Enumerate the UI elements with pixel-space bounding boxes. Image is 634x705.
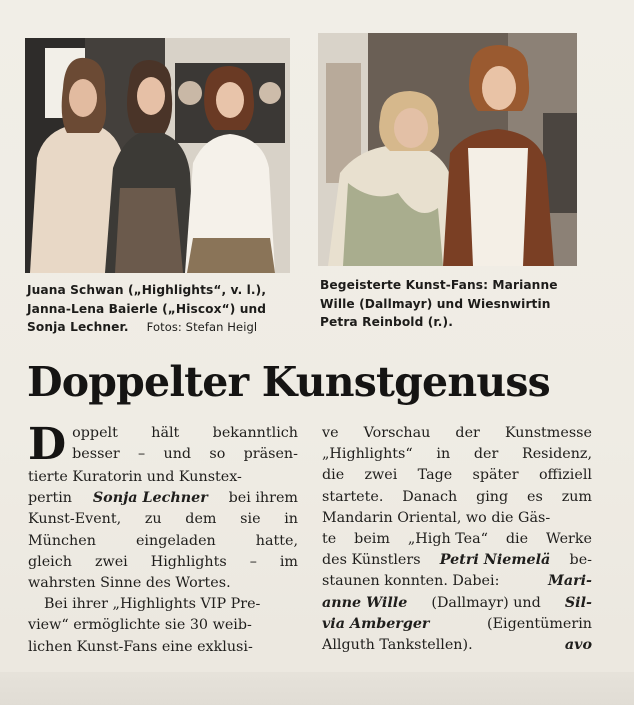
- text: view“ ermöglichte sie 30 weib-: [28, 617, 252, 634]
- photo-caption-right: [320, 276, 595, 332]
- text-line: [28, 637, 298, 658]
- person-name: via Amberger: [322, 615, 430, 632]
- word: dem: [185, 511, 217, 528]
- word: der: [455, 425, 480, 441]
- person-name: anne Wille: [322, 594, 408, 611]
- word: Danach: [402, 488, 458, 505]
- word: Residenz,: [521, 446, 592, 463]
- word: „High Tea“: [407, 531, 488, 548]
- word: besser: [72, 446, 120, 463]
- person-name: Sonja Lechner: [92, 490, 208, 507]
- text: lichen Kunst-Fans eine exklusi-: [28, 638, 253, 655]
- word: in: [436, 446, 451, 463]
- word: gleich: [28, 553, 72, 570]
- word: oppelt: [72, 425, 118, 441]
- word: „Highlights“: [322, 446, 413, 463]
- person-name: Petri Niemelä: [439, 552, 551, 569]
- text-line: [322, 423, 592, 444]
- article-column-right: [322, 423, 592, 656]
- word: München: [28, 532, 96, 549]
- text-line: [28, 552, 298, 573]
- text-line: [322, 571, 592, 592]
- word: und: [163, 446, 192, 463]
- text: staunen konnten. Dabei:: [322, 573, 500, 590]
- three-women-photo-graphic: [25, 38, 290, 273]
- text-line: [28, 594, 298, 615]
- word: hatte,: [255, 532, 298, 549]
- text: be-: [569, 552, 592, 569]
- page-bottom-edge: [0, 672, 634, 705]
- text-line: [322, 550, 592, 571]
- text-line: [322, 508, 592, 529]
- text: pertin: [28, 490, 72, 507]
- photo-caption-left: [27, 281, 297, 337]
- text-line: [28, 573, 298, 594]
- word: sie: [240, 511, 261, 528]
- word: te: [322, 531, 337, 548]
- text-line: [28, 467, 298, 488]
- author-signature: avo: [564, 637, 592, 654]
- caption-line: Juana Schwan („Highlights“, v. l.),: [27, 283, 267, 297]
- word: Tage: [417, 467, 453, 484]
- caption-line: Begeisterte Kunst-Fans: Marianne: [320, 278, 558, 292]
- text-line: [72, 423, 298, 444]
- word: ve: [322, 425, 339, 441]
- word: die: [505, 531, 529, 548]
- word: startete.: [322, 488, 384, 505]
- caption-line: [27, 318, 297, 337]
- word: Kunstmesse: [504, 425, 592, 441]
- word: Highlights: [150, 553, 227, 570]
- text-line: [322, 487, 592, 508]
- caption-line: Wille (Dallmayr) und Wiesnwirtin: [320, 296, 551, 311]
- text: Bei ihrer „Highlights VIP Pre-: [44, 596, 261, 613]
- text: Mandarin Oriental, wo die Gäs-: [322, 509, 551, 526]
- text-line: [28, 615, 298, 636]
- word: bekanntlich: [212, 425, 298, 441]
- word: beim: [354, 531, 390, 548]
- text: wahrsten Sinne des Wortes.: [28, 575, 231, 592]
- text: bei ihrem: [228, 490, 298, 507]
- word: zwei: [364, 467, 398, 484]
- word: es: [527, 488, 543, 505]
- word: –: [249, 553, 257, 570]
- caption-line: Janna-Lena Baierle („Hiscox“) und: [27, 301, 267, 316]
- dropcap-paragraph: [28, 423, 298, 467]
- article-column-left: [28, 423, 298, 658]
- text: (Eigentümerin: [487, 615, 592, 632]
- word: der: [473, 446, 499, 463]
- text: des Künstlers: [322, 552, 421, 569]
- word: Vorschau: [363, 425, 431, 441]
- text-line: [322, 635, 592, 656]
- word: hält: [151, 425, 180, 441]
- text-line: [28, 509, 298, 530]
- text-line: [322, 444, 592, 465]
- word: präsen-: [243, 446, 298, 463]
- two-women-photo-graphic: [318, 33, 577, 266]
- word: –: [138, 446, 146, 463]
- text-line: [322, 529, 592, 550]
- text-line: [72, 444, 298, 465]
- word: Werke: [546, 531, 592, 548]
- caption-line: Petra Reinbold (r.).: [320, 315, 453, 329]
- word: die: [322, 467, 345, 484]
- photo-credit: Fotos: Stefan Heigl: [146, 320, 258, 334]
- text: tierte Kuratorin und Kunstex-: [28, 469, 242, 485]
- text-line: [322, 465, 592, 486]
- word: zwei: [94, 553, 128, 570]
- text: Allguth Tankstellen).: [322, 637, 473, 654]
- text-line: [28, 488, 298, 509]
- person-name: Mari-: [548, 573, 592, 590]
- word: im: [279, 553, 298, 570]
- word: eingeladen: [135, 532, 216, 549]
- text: (Dallmayr) und: [431, 594, 541, 611]
- text-line: [322, 593, 592, 614]
- person-name: Sil-: [564, 594, 592, 611]
- word: zum: [561, 488, 592, 505]
- article-headline: Doppelter Kunstgenuss: [27, 358, 550, 406]
- caption-name: Sonja Lechner.: [27, 320, 129, 334]
- word: so: [209, 446, 226, 463]
- dropcap-letter: D: [28, 423, 67, 467]
- word: ging: [476, 488, 509, 505]
- word: zu: [144, 511, 162, 528]
- two-women-photo: [318, 33, 577, 266]
- text-line: [28, 531, 298, 552]
- three-women-photo: [25, 38, 290, 273]
- word: später: [472, 467, 519, 484]
- word: Kunst-Event,: [28, 511, 122, 528]
- text-line: [322, 614, 592, 635]
- word: offiziell: [538, 467, 592, 484]
- word: in: [284, 511, 298, 528]
